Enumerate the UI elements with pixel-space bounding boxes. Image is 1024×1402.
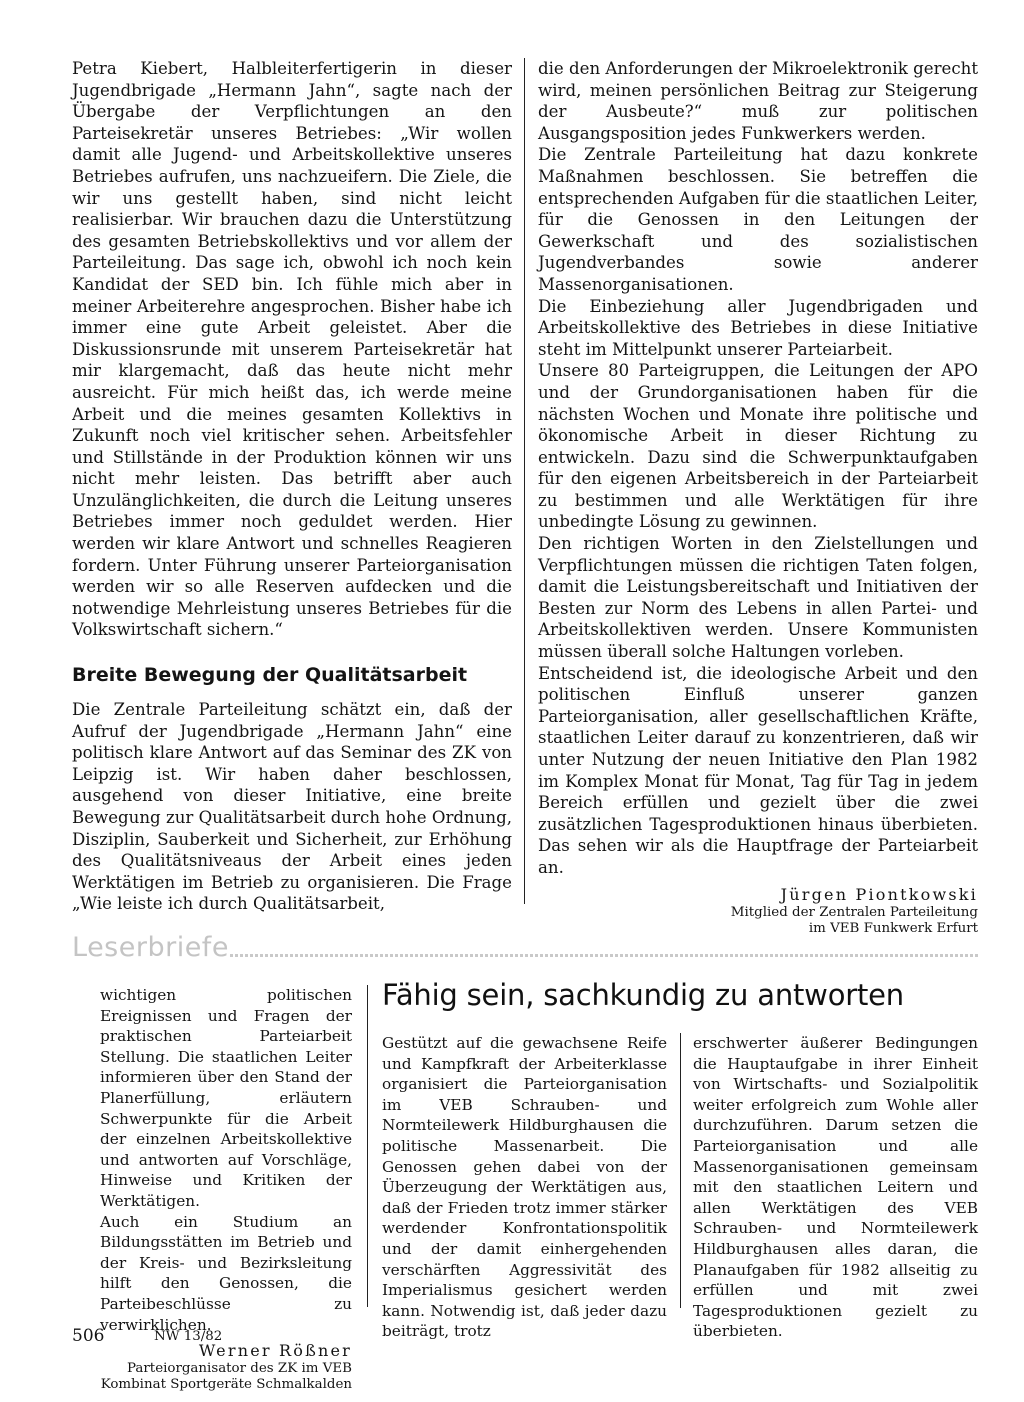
column-divider [680, 1033, 681, 1308]
article-paragraph: Die Zentrale Parteileitung hat dazu konkrete Maßnahmen beschlossen. Sie betreffen die entsprechenden Aufgaben für die staatlichen Leiter, für die Genossen in den Leitungen der Gewerkschaft und des sozialistischen Jugendverbandes sowie anderer Massenorganisationen. [538, 145, 978, 294]
section-band [72, 930, 982, 970]
page-footer [72, 1320, 372, 1350]
column-divider [367, 985, 368, 1307]
author-signature [538, 885, 978, 937]
letter-right-column-1 [382, 1033, 667, 1342]
author-name: Jürgen Piontkowski [780, 884, 978, 904]
letter-paragraph: Auch ein Studium an Bildungsstätten im Betrieb und der Kreis- und Bezirksleitung hilft den Genossen, die Parteibeschlüsse zu verwirklichen. [100, 1212, 352, 1334]
author-role: Mitglied der Zentralen Parteileitung [730, 904, 978, 920]
article-paragraph: Petra Kiebert, Halbleiterfertigerin in dieser Jugendbrigade „Hermann Jahn“, sagte nach der Übergabe der Verpflichtungen an den Parteisekretär unseres Betriebes: „Wir wollen damit alle Jugend- und Arbeitskollektive unseres Betriebes aufrufen, uns nachzueifern. Die Ziele, die wir uns gestellt haben, sind nicht leicht realisierbar. Wir brauchen dazu die Unterstützung des gesamten Betriebskollektivs und vor allem der Parteileitung. Das sage ich, obwohl ich noch kein Kandidat der SED bin. Ich fühle mich aber in meiner Arbeiterehre angesprochen. Bisher habe ich immer eine gute Arbeit geleistet. Aber die Diskussionsrunde mit unserem Parteisekretär hat mir klargemacht, daß das heute nicht mehr ausreicht. Für mich heißt das, ich werde meine Arbeit und die meines gesamten Kollektivs in Zukunft noch viel kritischer sehen. Arbeitsfehler und Stillstände in der Produktion können wir uns nicht mehr leisten. Das betrifft aber auch Unzulänglichkeiten, die durch die Leitung unseres Betriebes immer noch geduldet werden. Hier werden wir klare Antwort und schnelles Reagieren fordern. Unter Führung unserer Parteiorganisation werden wir so alle Reserven aufdecken und die notwendige Mehrleistung unseres Betriebes für die Volkswirtschaft sichern.“ [72, 59, 512, 640]
letter-paragraph: erschwerter äußerer Bedingungen die Hauptaufgabe in ihrer Einheit von Wirtschafts- und Sozialpolitik weiter erfolgreich zum Wohle aller durchzuführen. Darum setzen die Parteiorganisation und alle Massenorganisationen gemeinsam mit den staatlichen Leitern und allen Werktätigen des VEB Schrauben- und Normteilewerk Hildburghausen alles daran, die Planaufgaben für 1982 allseitig zu erfüllen und mit zwei Tagesproduktionen gezielt zu überbieten. [693, 1034, 978, 1341]
article-paragraph: die den Anforderungen der Mikroelektronik gerecht wird, meinen persönlichen Beitrag zur Steigerung der Ausbeute?“ muß zur politischen Ausgangsposition jedes Funkwerkers werden. [538, 59, 979, 143]
article-paragraph: Entscheidend ist, die ideologische Arbeit und den politischen Einfluß unserer ganzen Parteiorganisation, aller gesellschaftlichen Kräfte, staatlichen Leiter darauf zu konzentrieren, daß wir unter Nutzung der neuen Initiative den Plan 1982 im Komplex Monat für Monat, Tag für Tag in jedem Bereich erfüllen und gezielt über die zwei zusätzlichen Tagesproduktionen hinaus überbieten. Das sehen wir als die Hauptfrage der Parteiarbeit an. [538, 663, 978, 877]
section-label: Leserbriefe [72, 932, 229, 963]
letter-paragraph: Gestützt auf die gewachsene Reife und Kampfkraft der Arbeiterklasse organisiert die Parteiorganisation im VEB Schrauben- und Normteilewerk Hildburghausen die politische Massenarbeit. Die Genossen gehen dabei von der Überzeugung der Werktätigen aus, daß der Frieden trotz immer stärker werdender Konfrontationspolitik und der damit einhergehenden verschärften Aggressivität des Imperialismus gesichert werden kann. Notwendig ist, daß jeder dazu beiträgt, trotz [382, 1034, 667, 1341]
column-divider [524, 58, 525, 904]
issue-label: NW 13/82 [154, 1329, 223, 1344]
author-affiliation: im VEB Funkwerk Erfurt [808, 920, 978, 936]
letter-paragraph: wichtigen politischen Ereignissen und Fragen der praktischen Parteiarbeit Stellung. Die staatlichen Leiter informieren über den Stand der Planerfüllung, erläutern Schwerpunkte für die Arbeit der einzelnen Arbeitskollektive und antworten auf Vorschläge, Hinweise und Kritiken der Werktätigen. [100, 986, 352, 1210]
article-left-column [72, 58, 512, 915]
article-paragraph: Die Zentrale Parteileitung schätzt ein, daß der Aufruf der Jugendbrigade „Hermann Jahn“ eine politisch klare Antwort auf das Seminar des ZK von Leipzig ist. Wir haben daher beschlossen, ausgehend von dieser Initiative, eine breite Bewegung zur Qualitätsarbeit durch hohe Ordnung, Disziplin, Sauberkeit und Sicherheit, zur Erhöhung des Qualitätsniveaus der Arbeit eines jeden Werktätigen im Betrieb zu organisieren. Die Frage „Wie leiste ich durch Qualitätsarbeit, [72, 700, 512, 914]
letter-headline: Fähig sein, sachkundig zu antworten [382, 978, 904, 1012]
article-right-column [538, 58, 978, 937]
section-rule [230, 954, 980, 957]
letter-author-role: Parteiorganisator des ZK im VEB [127, 1361, 352, 1377]
letter-right-column-2 [693, 1033, 978, 1342]
article-paragraph: Unsere 80 Parteigruppen, die Leitungen der APO und der Grundorganisationen haben für die nächsten Wochen und Monate ihre politische und ökonomische Arbeit in dieser Richtung zu entwickeln. Dazu sind die Schwerpunktaufgaben für den eigenen Arbeitsbereich in der Parteiarbeit zu bestimmen und alle Werktätigen für ihre unbedingte Lösung zu gewinnen. [538, 361, 978, 532]
letter-author-affiliation: Kombinat Sportgeräte Schmalkalden [100, 1377, 352, 1393]
section-subheading: Breite Bewegung der Qualitätsarbeit [72, 664, 468, 687]
page-number: 506 [72, 1326, 105, 1346]
letter-author-name: Werner Rößner [198, 1341, 352, 1361]
article-paragraph: Den richtigen Worten in den Zielstellungen und Verpflichtungen müssen die richtigen Taten folgen, damit die Leistungsbereitschaft und Initiativen der Besten zur Norm des Lebens in allen Partei- und Arbeitskollektiven werden. Unsere Kommunisten müssen überall solche Haltungen vorleben. [538, 534, 978, 662]
article-paragraph: Die Einbeziehung aller Jugendbrigaden und Arbeitskollektive des Betriebes in diese Initiative steht im Mittelpunkt unserer Parteiarbeit. [538, 296, 978, 359]
